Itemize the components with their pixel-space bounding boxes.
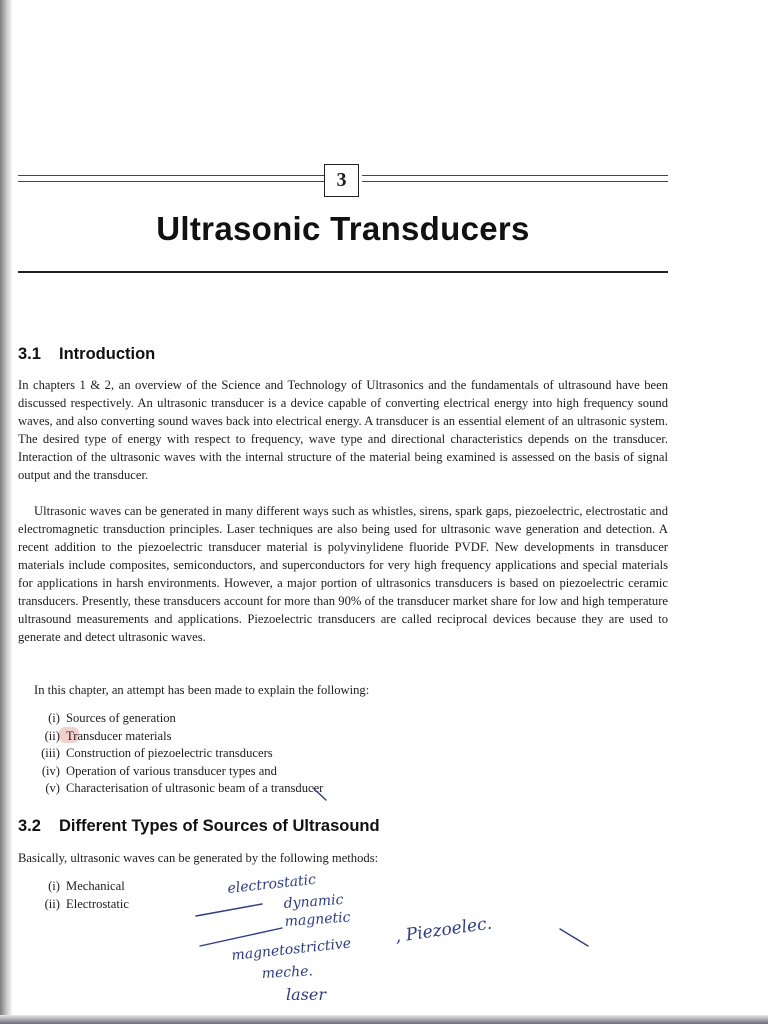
ink-dash xyxy=(196,904,262,916)
intro-paragraph-1: In chapters 1 & 2, an overview of the Science and Technology of Ultrasonics and the fundamentals of ultrasound have been discussed respectively. An ultrasonic transducer is a device capable of converting electrical energy into high frequency sound waves, and also converting sound waves back into electrical energy. A transducer is an essential element of an ultrasonic system. The desired type of energy with respect to frequency, wave type and directional characteristics depends on the transducer. Interaction of the ultrasonic waves with the internal structure of the material being examined is assessed on the basis of signal output and the transducer. xyxy=(18,378,668,482)
intro-paragraph-3: In this chapter, an attempt has been made to explain the following: xyxy=(34,683,370,697)
handwritten-line: electrostatic xyxy=(226,871,317,897)
list-item: (ii) Transducer materials xyxy=(44,728,172,743)
chapter-title: Ultrasonic Transducers xyxy=(156,210,530,247)
section-number: 3.2 xyxy=(18,817,41,835)
intro-paragraph-2: Ultrasonic waves can be generated in many different ways such as whistles, sirens, spark gaps, piezoelectric, electrostatic and electromagnetic transduction principles. Laser techniques are also being used for ultrasonic wave generation and detection. A recent addition to the piezoelectric transducer material is polyvinylidene fluoride PVDF. New developments in transducer materials include composites, semiconductors, and superconductors for very high frequency applications and special materials for applications in harsh environments. However, a major portion of ultrasonics transducers is based on piezoelectric ceramic transducers. Presently, these transducers account for more than 90% of the transducer market share for low and high temperature ultrasound measurements and applications. Piezoelectric transducers are called reciprocal devices because they are used to generate and detect ultrasonic waves. xyxy=(18,504,668,644)
section-heading-sources xyxy=(18,817,380,836)
methods-list xyxy=(30,877,129,913)
chapter-number: 3 xyxy=(324,164,359,197)
handwritten-line: magnetostrictive xyxy=(230,935,352,964)
chapter-rule-right xyxy=(362,174,668,183)
list-item: (i) Sources of generation xyxy=(48,711,176,725)
book-spine-shadow xyxy=(0,0,12,1024)
chapter-rule-left xyxy=(18,174,324,183)
handwritten-line: meche. xyxy=(261,963,314,982)
handwritten-line: laser xyxy=(286,985,326,1004)
ink-dash xyxy=(200,928,282,946)
chapter-topics-list xyxy=(30,710,323,798)
ink-arrow-stroke xyxy=(560,929,588,946)
section-heading-introduction xyxy=(18,345,155,364)
section-title: Different Types of Sources of Ultrasound xyxy=(59,817,380,835)
section-title: Introduction xyxy=(59,345,156,363)
list-item: (i) Mechanical xyxy=(48,879,125,893)
handwritten-line: dynamic xyxy=(283,891,344,912)
list-item: (v) Characterisation of ultrasonic beam of a transducer xyxy=(45,781,324,795)
sources-intro: Basically, ultrasonic waves can be generated by the following methods: xyxy=(18,851,379,865)
handwritten-line: , Piezoelec. xyxy=(393,913,494,947)
title-rule xyxy=(18,271,668,273)
section-number: 3.1 xyxy=(18,345,41,363)
list-item: (iii) Construction of piezoelectric transducers xyxy=(41,746,273,760)
handwritten-line: magnetic xyxy=(284,909,351,930)
list-item: (ii) Electrostatic xyxy=(44,897,129,911)
page-bottom-edge xyxy=(0,1015,768,1024)
list-item: (iv) Operation of various transducer types and xyxy=(41,763,277,778)
